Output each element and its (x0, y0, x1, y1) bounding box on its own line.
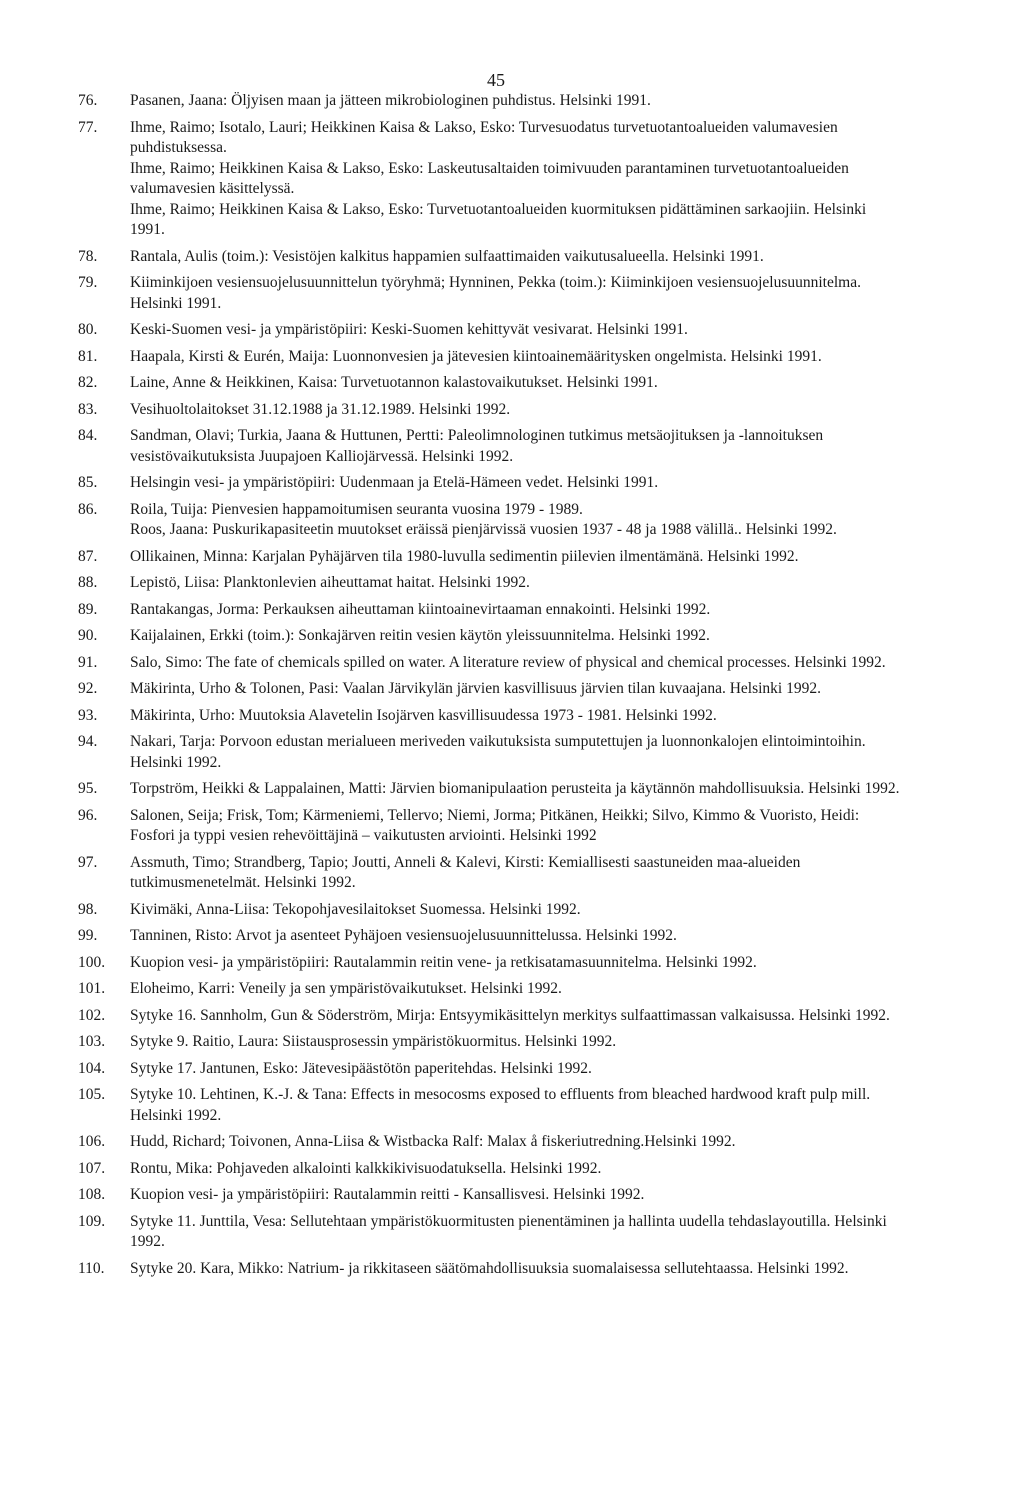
reference-citation: Mäkirinta, Urho & Tolonen, Pasi: Vaalan Järvikylän järvien kasvillisuus järvien tilan kuvaajana. Helsinki 1992. (130, 680, 821, 697)
reference-citation: Mäkirinta, Urho: Muutoksia Alavetelin Isojärven kasvillisuudessa 1973 - 1981. Helsinki 1992. (130, 706, 717, 724)
reference-number: 86. (78, 500, 98, 518)
reference-text (130, 926, 900, 947)
reference-entry (78, 979, 900, 1000)
reference-text (130, 373, 900, 394)
reference-number: 101. (78, 980, 106, 997)
reference-entry (78, 626, 900, 647)
reference-text (130, 547, 900, 568)
reference-entry (78, 320, 900, 341)
reference-entry (78, 900, 900, 921)
reference-text (130, 779, 900, 800)
reference-citation: Rantala, Aulis (toim.): Vesistöjen kalkitus happamien sulfaattimaiden vaikutusalueella. Helsinki 1991. (130, 247, 764, 265)
reference-entry (78, 953, 900, 974)
reference-number: 90. (78, 627, 98, 644)
reference-text (130, 426, 900, 467)
reference-number: 80. (78, 321, 98, 338)
reference-entry (78, 679, 900, 700)
reference-citation: Torpström, Heikki & Lappalainen, Matti: Järvien biomanipulaation perusteita ja käytännön mahdollisuuksia. Helsinki 1992. (130, 780, 900, 797)
reference-entry (78, 779, 900, 800)
reference-citation: Ollikainen, Minna: Karjalan Pyhäjärven tila 1980-luvulla sedimentin piilevien ilmentämänä. Helsinki 1992. (130, 547, 799, 565)
reference-entry (78, 426, 900, 467)
reference-number: 104. (78, 1059, 106, 1077)
reference-text (130, 1032, 900, 1053)
reference-number: 99. (78, 927, 98, 944)
reference-entry (78, 547, 900, 568)
reference-citation: Sytyke 20. Kara, Mikko: Natrium- ja rikkitaseen säätömahdollisuuksia suomalaisessa sellutehtaassa. Helsinki 1992. (130, 1259, 849, 1277)
reference-entry (78, 706, 900, 727)
reference-number: 95. (78, 780, 98, 797)
reference-entry (78, 1185, 900, 1206)
reference-citation: Nakari, Tarja: Porvoon edustan merialueen meriveden vaikutuksista sumputettujen ja luonnonkalojen elintoimintoihin. Helsinki 1992. (130, 733, 866, 771)
reference-number: 98. (78, 900, 98, 918)
reference-text (130, 91, 900, 112)
reference-number: 108. (78, 1186, 106, 1203)
reference-text (130, 1085, 900, 1126)
reference-text (130, 679, 900, 700)
reference-entry (78, 247, 900, 268)
reference-number: 92. (78, 680, 98, 697)
reference-text (130, 1259, 900, 1280)
reference-citation: Kaijalainen, Erkki (toim.): Sonkajärven reitin vesien käytön yleissuunnitelma. Helsinki 1992. (130, 627, 710, 644)
reference-entry (78, 500, 900, 541)
reference-citation: Lepistö, Liisa: Planktonlevien aiheuttamat haitat. Helsinki 1992. (130, 574, 530, 591)
reference-citation: Kivimäki, Anna-Liisa: Tekopohjavesilaitokset Suomessa. Helsinki 1992. (130, 900, 581, 918)
reference-list (78, 91, 900, 1279)
reference-citation: Vesihuoltolaitokset 31.12.1988 ja 31.12.1989. Helsinki 1992. (130, 400, 511, 418)
reference-text (130, 600, 900, 621)
reference-entry (78, 1212, 900, 1253)
reference-number: 110. (78, 1259, 105, 1277)
reference-text (130, 979, 900, 1000)
reference-number: 77. (78, 118, 98, 136)
reference-citation: Kuopion vesi- ja ympäristöpiiri: Rautalammin reitti - Kansallisvesi. Helsinki 1992. (130, 1186, 645, 1203)
reference-text (130, 953, 900, 974)
reference-number: 82. (78, 374, 98, 391)
reference-text (130, 118, 900, 241)
reference-entry (78, 273, 900, 314)
reference-entry (78, 373, 900, 394)
reference-entry (78, 118, 900, 241)
reference-entry (78, 91, 900, 112)
reference-number: 96. (78, 806, 98, 824)
reference-citation: Ihme, Raimo; Isotalo, Lauri; Heikkinen Kaisa & Lakso, Esko: Turvesuodatus turvetuotantoalueiden valumavesien puhdistuksessa. (130, 118, 838, 156)
reference-text (130, 1132, 900, 1153)
reference-text (130, 732, 900, 773)
reference-text (130, 273, 900, 314)
reference-citation: Sytyke 17. Jantunen, Esko: Jätevesipäästötön paperitehdas. Helsinki 1992. (130, 1059, 592, 1077)
reference-citation: Kuopion vesi- ja ympäristöpiiri: Rautalammin reitin vene- ja retkisatamasuunnitelma. Helsinki 1992. (130, 953, 757, 971)
reference-citation: Kiiminkijoen vesiensuojelusuunnittelun työryhmä; Hynninen, Pekka (toim.): Kiiminkijoen vesiensuojelusuunnitelma. Helsinki 1991. (130, 274, 861, 312)
reference-entry (78, 1159, 900, 1180)
reference-text (130, 347, 900, 368)
reference-text (130, 1212, 900, 1253)
reference-citation: Haapala, Kirsti & Eurén, Maija: Luonnonvesien ja jätevesien kiintoainemääritysken ongelmista. Helsinki 1991. (130, 347, 822, 365)
reference-number: 89. (78, 600, 98, 618)
reference-citation: Pasanen, Jaana: Öljyisen maan ja jätteen mikrobiologinen puhdistus. Helsinki 1991. (130, 92, 651, 109)
reference-citation: Salo, Simo: The fate of chemicals spilled on water. A literature review of physical and chemical processes. Helsinki 1992. (130, 653, 886, 671)
reference-text (130, 473, 900, 494)
reference-text (130, 1185, 900, 1206)
reference-number: 85. (78, 474, 98, 491)
reference-citation: Keski-Suomen vesi- ja ympäristöpiiri: Keski-Suomen kehittyvät vesivarat. Helsinki 1991. (130, 321, 688, 338)
reference-entry (78, 1132, 900, 1153)
reference-citation: Helsingin vesi- ja ympäristöpiiri: Uudenmaan ja Etelä-Hämeen vedet. Helsinki 1991. (130, 474, 659, 491)
reference-text (130, 1159, 900, 1180)
reference-citation: Salonen, Seija; Frisk, Tom; Kärmeniemi, Tellervo; Niemi, Jorma; Pitkänen, Heikki; Silvo, Kimmo & Vuoristo, Heidi: Fosfori ja typpi vesien rehevöittäjinä – vaikutusten arviointi. Helsinki 1992 (130, 806, 860, 844)
reference-citation: Sytyke 9. Raitio, Laura: Siistausprosessin ympäristökuormitus. Helsinki 1992. (130, 1033, 617, 1050)
reference-number: 109. (78, 1212, 106, 1230)
reference-number: 76. (78, 92, 98, 109)
reference-number: 93. (78, 706, 98, 724)
reference-entry (78, 573, 900, 594)
reference-number: 84. (78, 427, 98, 444)
reference-text (130, 653, 900, 674)
reference-citation: Sandman, Olavi; Turkia, Jaana & Huttunen, Pertti: Paleolimnologinen tutkimus metsäojituksen ja -lannoituksen vesistövaikutuksista Juupajoen Kalliojärvessä. Helsinki 1992. (130, 427, 824, 465)
reference-number: 83. (78, 400, 98, 418)
reference-text (130, 320, 900, 341)
reference-citation: Sytyke 16. Sannholm, Gun & Söderström, Mirja: Entsyymikäsittelyn merkitys sulfaattimassan valkaisussa. Helsinki 1992. (130, 1006, 890, 1024)
reference-citation: Roos, Jaana: Puskurikapasiteetin muutokset eräissä pienjärvissä vuosien 1937 - 48 ja 1988 välillä.. Helsinki 1992. (130, 521, 837, 538)
reference-number: 87. (78, 547, 98, 565)
reference-entry (78, 1059, 900, 1080)
reference-text (130, 900, 900, 921)
reference-citation: Rontu, Mika: Pohjaveden alkalointi kalkkikivisuodatuksella. Helsinki 1992. (130, 1159, 602, 1177)
reference-entry (78, 732, 900, 773)
reference-number: 107. (78, 1159, 106, 1177)
reference-entry (78, 600, 900, 621)
reference-citation: Sytyke 11. Junttila, Vesa: Sellutehtaan ympäristökuormitusten pienentäminen ja hallinta uudella tehdaslayoutilla. Helsinki 1992. (130, 1212, 887, 1250)
reference-text (130, 1059, 900, 1080)
reference-entry (78, 1259, 900, 1280)
reference-citation: Rantakangas, Jorma: Perkauksen aiheuttaman kiintoainevirtaaman ennakointi. Helsinki 1992. (130, 600, 711, 618)
reference-number: 105. (78, 1086, 106, 1103)
reference-number: 103. (78, 1033, 106, 1050)
reference-number: 91. (78, 653, 98, 671)
reference-entry (78, 926, 900, 947)
reference-entry (78, 853, 900, 894)
reference-text (130, 247, 900, 268)
reference-text (130, 500, 900, 541)
reference-number: 97. (78, 853, 98, 871)
reference-citation: Laine, Anne & Heikkinen, Kaisa: Turvetuotannon kalastovaikutukset. Helsinki 1991. (130, 374, 658, 391)
reference-number: 88. (78, 574, 98, 591)
reference-citation: Tanninen, Risto: Arvot ja asenteet Pyhäjoen vesiensuojelusuunnittelussa. Helsinki 1992. (130, 927, 677, 944)
reference-number: 102. (78, 1006, 106, 1024)
reference-number: 94. (78, 733, 98, 750)
reference-text (130, 400, 900, 421)
reference-number: 106. (78, 1133, 106, 1150)
reference-entry (78, 806, 900, 847)
reference-text (130, 806, 900, 847)
reference-entry (78, 1085, 900, 1126)
reference-citation: Hudd, Richard; Toivonen, Anna-Liisa & Wistbacka Ralf: Malax å fiskeriutredning.Helsinki 1992. (130, 1133, 736, 1150)
reference-text (130, 706, 900, 727)
reference-text (130, 853, 900, 894)
reference-number: 100. (78, 953, 106, 971)
reference-text (130, 626, 900, 647)
reference-citation: Assmuth, Timo; Strandberg, Tapio; Joutti, Anneli & Kalevi, Kirsti: Kemiallisesti saastuneiden maa-alueiden tutkimusmenetelmät. Helsinki 1992. (130, 853, 801, 891)
reference-number: 78. (78, 247, 98, 265)
reference-entry (78, 473, 900, 494)
reference-entry (78, 400, 900, 421)
reference-citation: Eloheimo, Karri: Veneily ja sen ympäristövaikutukset. Helsinki 1992. (130, 980, 562, 997)
reference-text (130, 573, 900, 594)
reference-entry (78, 347, 900, 368)
reference-citation: Sytyke 10. Lehtinen, K.-J. & Tana: Effects in mesocosms exposed to effluents from bleached hardwood kraft pulp mill. Helsinki 1992. (130, 1086, 871, 1124)
reference-number: 81. (78, 347, 98, 365)
reference-citation: Ihme, Raimo; Heikkinen Kaisa & Lakso, Esko: Turvetuotantoalueiden kuormituksen pidättäminen sarkaojiin. Helsinki 1991. (130, 200, 867, 238)
reference-number: 79. (78, 274, 98, 291)
reference-entry (78, 1032, 900, 1053)
reference-citation: Roila, Tuija: Pienvesien happamoitumisen seuranta vuosina 1979 - 1989. (130, 500, 583, 518)
reference-citation: Ihme, Raimo; Heikkinen Kaisa & Lakso, Esko: Laskeutusaltaiden toimivuuden parantaminen turvetuotantoalueiden valumavesien käsittelyssä. (130, 159, 849, 197)
reference-entry (78, 653, 900, 674)
page-number: 45 (487, 70, 505, 90)
reference-entry (78, 1006, 900, 1027)
reference-text (130, 1006, 900, 1027)
